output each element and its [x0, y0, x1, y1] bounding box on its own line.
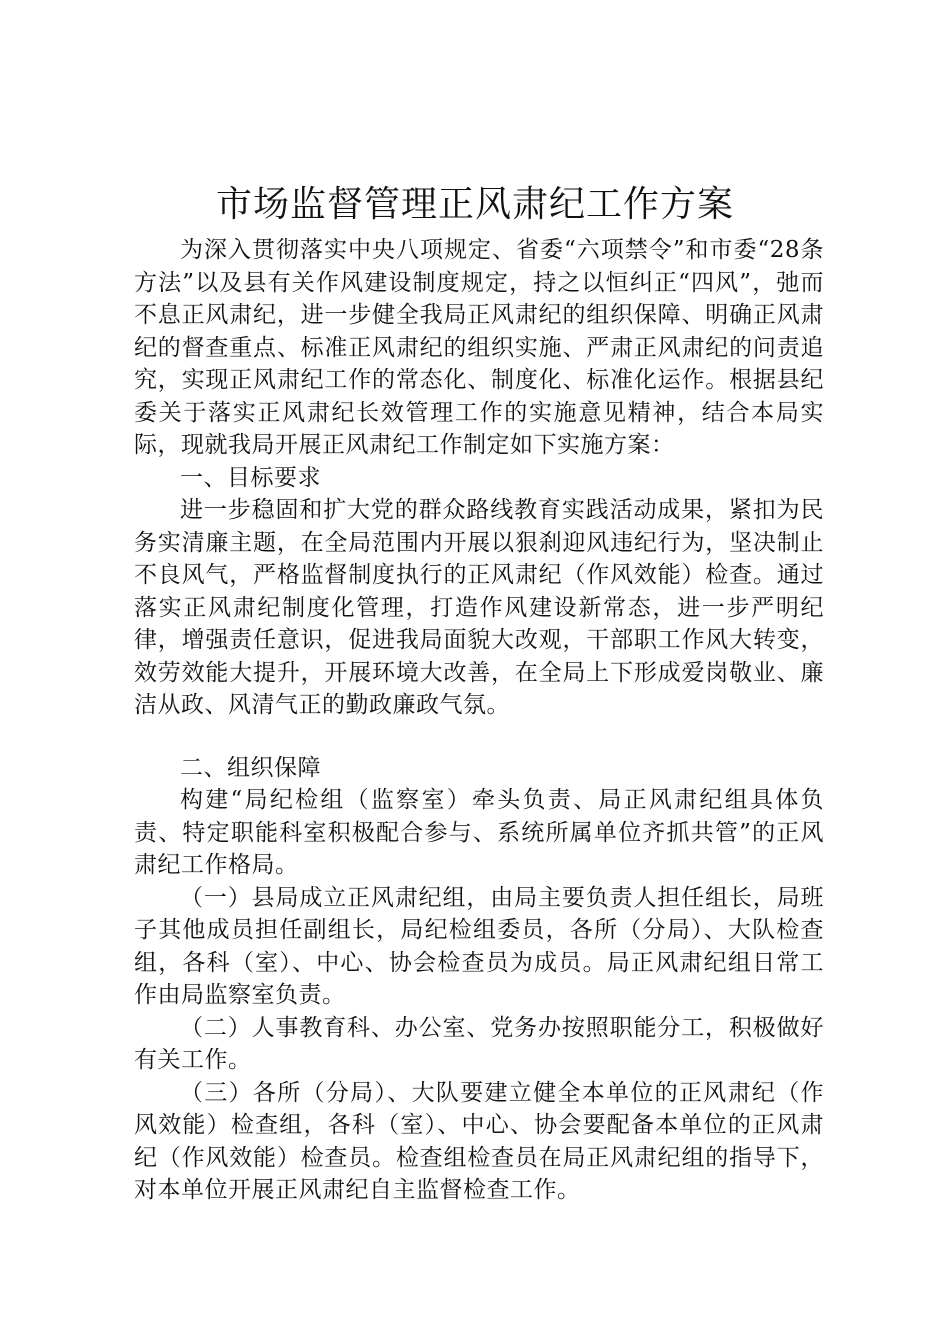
item-1-paragraph: （一）县局成立正风肃纪组，由局主要负责人担任组长，局班子其他成员担任副组长，局纪检组委员，各所（分局）、大队检查组，各科（室）、中心、协会检查员为成员。局正风肃纪组日常工作由局监察室负责。 — [134, 884, 824, 1008]
document-body — [134, 234, 824, 1207]
section1-paragraph: 进一步稳固和扩大党的群众路线教育实践活动成果，紧扣为民务实清廉主题，在全局范围内开展以狠刹迎风违纪行为，坚决制止不良风气，严格监督制度执行的正风肃纪（作风效能）检查。通过落实正风肃纪制度化管理，打造作风建设新常态，进一步严明纪律，增强责任意识，促进我局面貌大改观，干部职工作风大转变，效劳效能大提升，开展环境大改善，在全局上下形成爱岗敬业、廉洁从政、风清气正的勤政廉政气氛。 — [134, 497, 824, 718]
section1-heading: 一、目标要求 — [180, 464, 321, 491]
item-2-paragraph: （二）人事教育科、办公室、党务办按照职能分工，积极做好有关工作。 — [134, 1014, 824, 1073]
paragraph-spacer — [134, 722, 824, 752]
item-3-paragraph: （三）各所（分局）、大队要建立健全本单位的正风肃纪（作风效能）检查组，各科（室）、中心、协会要配备本单位的正风肃纪（作风效能）检查员。检查组检查员在局正风肃纪组的指导下，对本单位开展正风肃纪自主监督检查工作。 — [134, 1079, 824, 1203]
section2-heading: 二、组织保障 — [180, 754, 321, 781]
intro-paragraph: 为深入贯彻落实中央八项规定、省委“六项禁令”和市委“28条方法”以及县有关作风建设制度规定，持之以恒纠正“四风”，弛而不息正风肃纪，进一步健全我局正风肃纪的组织保障、明确正风肃纪的督查重点、标准正风肃纪的组织实施、严肃正风肃纪的问责追究，实现正风肃纪工作的常态化、制度化、标准化运作。根据县纪委关于落实正风肃纪长效管理工作的实施意见精神，结合本局实际，现就我局开展正风肃纪工作制定如下实施方案： — [134, 237, 824, 458]
document-title: 市场监督管理正风肃纪工作方案 — [215, 184, 734, 225]
section2-paragraph: 构建“局纪检组（监察室）牵头负责、局正风肃纪组具体负责、特定职能科室积极配合参与、系统所属单位齐抓共管”的正风肃纪工作格局。 — [134, 787, 824, 878]
